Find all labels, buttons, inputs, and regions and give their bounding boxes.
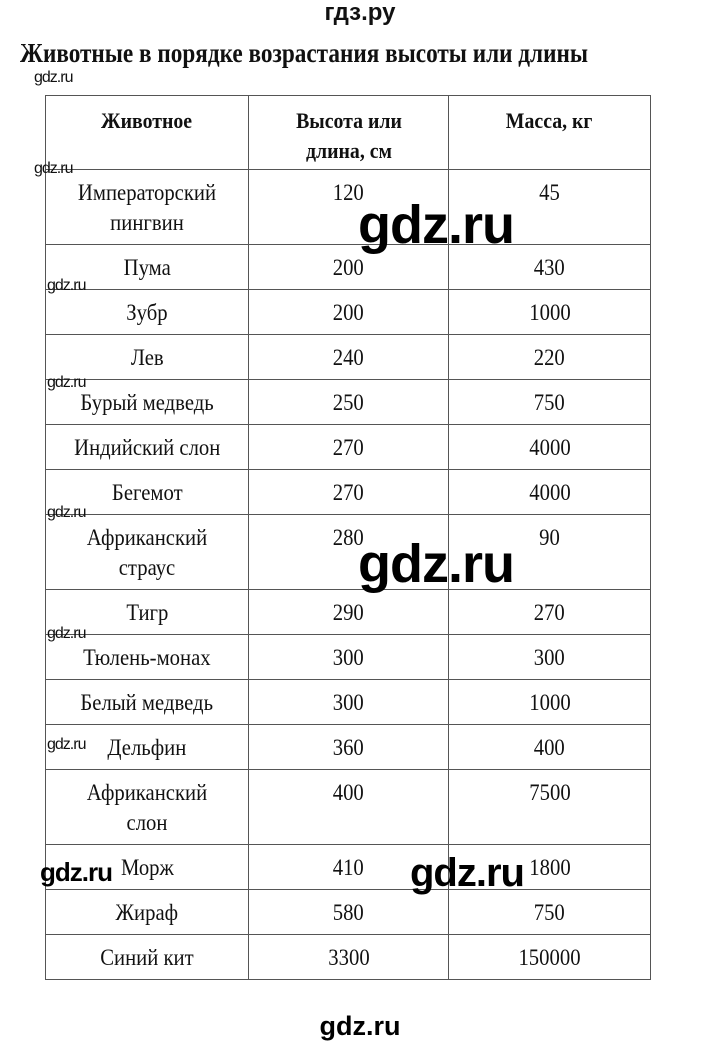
size-cell: 250: [249, 380, 449, 425]
animal-cell: Африканский страус: [46, 515, 249, 590]
watermark-small: gdz.ru: [47, 277, 86, 294]
table-row: [46, 380, 651, 425]
column-header-mass: Масса, кг: [449, 96, 651, 170]
size-cell: 120: [249, 170, 449, 245]
size-cell: 400: [249, 770, 449, 845]
size-cell: 280: [249, 515, 449, 590]
table-row: [46, 170, 651, 245]
size-cell: 3300: [249, 935, 449, 980]
size-cell: 270: [249, 470, 449, 515]
animal-cell: Синий кит: [46, 935, 249, 980]
mass-cell: 300: [449, 635, 651, 680]
animals-table: [45, 95, 651, 980]
watermark-small: gdz.ru: [47, 504, 86, 521]
watermark-small: gdz.ru: [34, 69, 73, 86]
size-cell: 300: [249, 635, 449, 680]
mass-cell: 750: [449, 380, 651, 425]
table-row: [46, 725, 651, 770]
size-cell: 270: [249, 425, 449, 470]
mass-cell: 1800: [449, 845, 651, 890]
watermark-small: gdz.ru: [34, 160, 73, 177]
watermark-small: gdz.ru: [47, 736, 86, 753]
watermark-large: gdz.ru: [358, 195, 514, 255]
column-header-size: Высота или длина, см: [249, 96, 449, 170]
mass-cell: 4000: [449, 470, 651, 515]
animal-cell: Дельфин: [46, 725, 249, 770]
animal-cell: Белый медведь: [46, 680, 249, 725]
size-cell: 410: [249, 845, 449, 890]
table-row: [46, 635, 651, 680]
table-row: [46, 290, 651, 335]
size-cell: 360: [249, 725, 449, 770]
mass-cell: 1000: [449, 290, 651, 335]
table-row: [46, 470, 651, 515]
size-cell: 580: [249, 890, 449, 935]
table-header-row: [46, 96, 651, 170]
watermark-large: gdz.ru: [410, 851, 524, 895]
mass-cell: 45: [449, 170, 651, 245]
mass-cell: 270: [449, 590, 651, 635]
footer-watermark: gdz.ru: [319, 1011, 401, 1041]
animal-cell: Африканский слон: [46, 770, 249, 845]
mass-cell: 750: [449, 890, 651, 935]
table-row: [46, 845, 651, 890]
animal-cell: Лев: [46, 335, 249, 380]
animal-cell: Пума: [46, 245, 249, 290]
animal-cell: Тигр: [46, 590, 249, 635]
animal-cell: Морж: [46, 845, 249, 890]
mass-cell: 4000: [449, 425, 651, 470]
size-cell: 200: [249, 245, 449, 290]
table-row: [46, 680, 651, 725]
table-row: [46, 515, 651, 590]
mass-cell: 150000: [449, 935, 651, 980]
size-cell: 240: [249, 335, 449, 380]
column-header-animal: Животное: [46, 96, 249, 170]
table-row: [46, 770, 651, 845]
animal-cell: Императорский пингвин: [46, 170, 249, 245]
watermark-small: gdz.ru: [47, 625, 86, 642]
size-cell: 300: [249, 680, 449, 725]
watermark-large: gdz.ru: [40, 857, 112, 887]
site-header: гдз.ру: [324, 0, 396, 26]
mass-cell: 220: [449, 335, 651, 380]
animal-cell: Зубр: [46, 290, 249, 335]
table-body: [46, 170, 651, 980]
table-row: [46, 335, 651, 380]
size-cell: 200: [249, 290, 449, 335]
animal-cell: Жираф: [46, 890, 249, 935]
page-title: Животные в порядке возрастания высоты или длины: [20, 38, 588, 68]
animal-cell: Бурый медведь: [46, 380, 249, 425]
mass-cell: 400: [449, 725, 651, 770]
table-row: [46, 590, 651, 635]
animal-cell: Индийский слон: [46, 425, 249, 470]
table-row: [46, 935, 651, 980]
mass-cell: 90: [449, 515, 651, 590]
animal-cell: Бегемот: [46, 470, 249, 515]
mass-cell: 430: [449, 245, 651, 290]
watermark-large: gdz.ru: [358, 534, 514, 594]
mass-cell: 1000: [449, 680, 651, 725]
size-cell: 290: [249, 590, 449, 635]
watermark-small: gdz.ru: [47, 374, 86, 391]
table-row: [46, 425, 651, 470]
animal-cell: Тюлень-монах: [46, 635, 249, 680]
mass-cell: 7500: [449, 770, 651, 845]
table-row: [46, 890, 651, 935]
table-row: [46, 245, 651, 290]
